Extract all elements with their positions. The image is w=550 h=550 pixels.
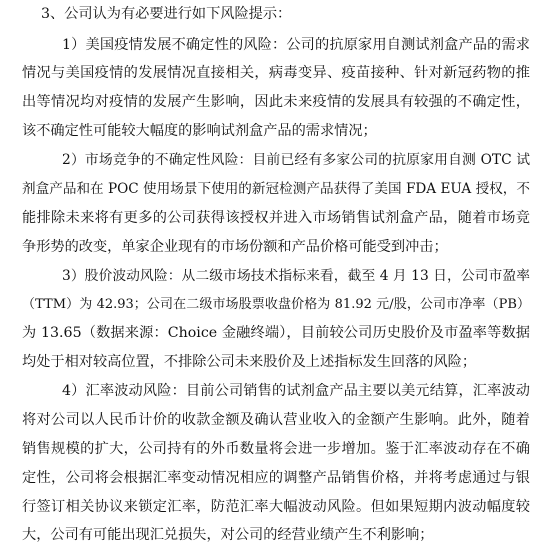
risk-1-line-3: 出等情况均对疫情的发展产生影响，因此未来疫情的发展具有较强的不确定性， [22,94,530,110]
risk-3-line-3: 为 13.65（数据来源：Choice 金融终端），目前较公司历史股价及市盈率等数据 [22,325,530,341]
risk-4-line-4: 定性，公司将会根据汇率变动情况相应的调整产品销售价格，并将考虑通过与银 [22,470,530,486]
risk-1-line-4: 该不确定性可能较大幅度的影响试剂盒产品的需求情况； [22,123,377,139]
risk-1-line-2: 情况与美国疫情的发展情况直接相关，病毒变异、疫苗接种、针对新冠药物的推 [22,65,530,81]
risk-4-line-3: 销售规模的扩大，公司持有的外币数量将会进一步增加。鉴于汇率波动存在不确 [22,441,530,457]
risk-4-line-1: 4）汇率波动风险：目前公司销售的试剂盒产品主要以美元结算，汇率波动 [62,383,530,399]
risk-3-line-4: 均处于相对较高位置，不排除公司未来股价及上述指标发生回落的风险； [22,354,477,370]
risk-2-line-2: 剂盒产品和在 POC 使用场景下使用的新冠检测产品获得了美国 FDA EUA 授权，不 [22,181,530,197]
risk-4-line-2: 将对公司以人民币计价的收款金额及确认营业收入的金额产生影响。此外，随着 [22,412,530,428]
risk-4-line-5: 行签订相关协议来锁定汇率，防范汇率大幅波动风险。但如果短期内波动幅度较 [22,499,530,515]
risk-2-line-4: 争形势的改变，单家企业现有的市场份额和产品价格可能受到冲击； [22,239,448,255]
risk-3-line-1: 3）股价波动风险：从二级市场技术指标来看，截至 4 月 13 日，公司市盈率 [62,268,530,284]
risk-4-line-6: 大，公司有可能出现汇兑损失，对公司的经营业绩产生不利影响； [22,527,434,543]
risk-3-line-2: （TTM）为 42.93；公司在二级市场股票收盘价格为 81.92 元/股，公司市净率（PB） [22,297,530,312]
section-heading: 3、公司认为有必要进行如下风险提示： [41,6,292,22]
risk-2-line-3: 能排除未来将有更多的公司获得该授权并进入市场销售试剂盒产品，随着市场竞 [22,210,530,226]
risk-2-line-1: 2）市场竞争的不确定性风险：目前已经有多家公司的抗原家用自测 OTC 试 [62,152,530,168]
risk-1-line-1: 1）美国疫情发展不确定性的风险：公司的抗原家用自测试剂盒产品的需求 [62,37,530,53]
